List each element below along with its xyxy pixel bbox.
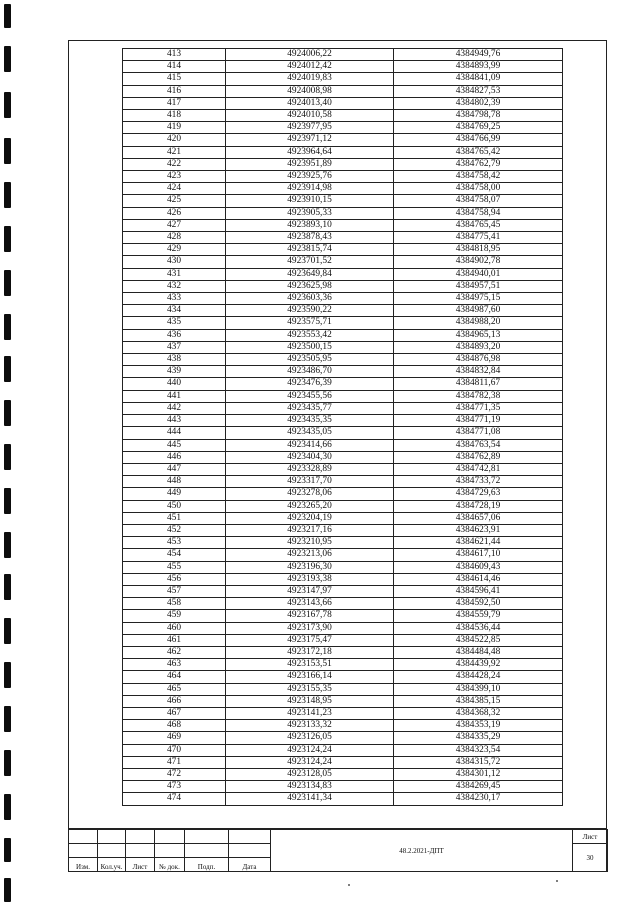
stamp-n-dok-label: № док. [155, 858, 185, 872]
registration-mark [4, 46, 11, 72]
x-coordinate-cell: 4923265,20 [226, 500, 394, 512]
x-coordinate-cell: 4923124,24 [226, 744, 394, 756]
point-number-cell: 451 [123, 512, 226, 524]
point-number-cell: 463 [123, 659, 226, 671]
table-row [123, 329, 563, 341]
point-number-cell: 413 [123, 49, 226, 61]
point-number-cell: 430 [123, 256, 226, 268]
table-row [123, 549, 563, 561]
x-coordinate-cell: 4923155,35 [226, 683, 394, 695]
y-coordinate-cell: 4384818,95 [394, 244, 563, 256]
x-coordinate-cell: 4923193,38 [226, 573, 394, 585]
y-coordinate-cell: 4384335,29 [394, 732, 563, 744]
stamp-cell [69, 830, 98, 844]
point-number-cell: 457 [123, 585, 226, 597]
table-row [123, 49, 563, 61]
point-number-cell: 449 [123, 488, 226, 500]
point-number-cell: 471 [123, 756, 226, 768]
x-coordinate-cell: 4923575,71 [226, 317, 394, 329]
y-coordinate-cell: 4384758,00 [394, 183, 563, 195]
x-coordinate-cell: 4923455,56 [226, 390, 394, 402]
point-number-cell: 442 [123, 402, 226, 414]
table-row [123, 439, 563, 451]
point-number-cell: 424 [123, 183, 226, 195]
point-number-cell: 458 [123, 598, 226, 610]
registration-mark [4, 838, 11, 862]
y-coordinate-cell: 4384536,44 [394, 622, 563, 634]
x-coordinate-cell: 4923971,12 [226, 134, 394, 146]
registration-mark [4, 444, 11, 470]
registration-mark [4, 878, 11, 902]
x-coordinate-cell: 4923328,89 [226, 463, 394, 475]
point-number-cell: 453 [123, 537, 226, 549]
y-coordinate-cell: 4384617,10 [394, 549, 563, 561]
table-row [123, 573, 563, 585]
y-coordinate-cell: 4384657,06 [394, 512, 563, 524]
x-coordinate-cell: 4923196,30 [226, 561, 394, 573]
point-number-cell: 470 [123, 744, 226, 756]
y-coordinate-cell: 4384765,45 [394, 219, 563, 231]
sheet-number: 30 [573, 844, 608, 872]
stamp-cell [126, 830, 155, 844]
point-number-cell: 452 [123, 524, 226, 536]
x-coordinate-cell: 4923148,95 [226, 695, 394, 707]
y-coordinate-cell: 4384368,32 [394, 707, 563, 719]
y-coordinate-cell: 4384758,07 [394, 195, 563, 207]
table-row [123, 537, 563, 549]
stamp-cell [229, 830, 271, 844]
y-coordinate-cell: 4384315,72 [394, 756, 563, 768]
x-coordinate-cell: 4923278,06 [226, 488, 394, 500]
point-number-cell: 417 [123, 97, 226, 109]
y-coordinate-cell: 4384876,98 [394, 354, 563, 366]
table-row [123, 158, 563, 170]
y-coordinate-cell: 4384623,91 [394, 524, 563, 536]
table-row [123, 280, 563, 292]
y-coordinate-cell: 4384766,99 [394, 134, 563, 146]
x-coordinate-cell: 4923128,05 [226, 768, 394, 780]
table-row [123, 268, 563, 280]
point-number-cell: 427 [123, 219, 226, 231]
stamp-kol-uch-label: Кол.уч. [98, 858, 126, 872]
table-row [123, 73, 563, 85]
point-number-cell: 473 [123, 781, 226, 793]
point-number-cell: 468 [123, 720, 226, 732]
point-number-cell: 426 [123, 207, 226, 219]
x-coordinate-cell: 4923175,47 [226, 634, 394, 646]
y-coordinate-cell: 4384484,48 [394, 646, 563, 658]
x-coordinate-cell: 4923964,64 [226, 146, 394, 158]
point-number-cell: 450 [123, 500, 226, 512]
x-coordinate-cell: 4923217,16 [226, 524, 394, 536]
table-row [123, 476, 563, 488]
point-number-cell: 434 [123, 305, 226, 317]
y-coordinate-cell: 4384609,43 [394, 561, 563, 573]
point-number-cell: 418 [123, 110, 226, 122]
y-coordinate-cell: 4384301,12 [394, 768, 563, 780]
x-coordinate-cell: 4923977,95 [226, 122, 394, 134]
x-coordinate-cell: 4923649,84 [226, 268, 394, 280]
registration-mark [4, 400, 11, 426]
y-coordinate-cell: 4384733,72 [394, 476, 563, 488]
table-row [123, 97, 563, 109]
table-row [123, 585, 563, 597]
x-coordinate-cell: 4923204,19 [226, 512, 394, 524]
point-number-cell: 415 [123, 73, 226, 85]
y-coordinate-cell: 4384765,42 [394, 146, 563, 158]
document-code: 48.2.2021-ДПТ [271, 830, 573, 872]
table-row [123, 110, 563, 122]
point-number-cell: 461 [123, 634, 226, 646]
y-coordinate-cell: 4384988,20 [394, 317, 563, 329]
table-row [123, 488, 563, 500]
y-coordinate-cell: 4384975,15 [394, 293, 563, 305]
table-row [123, 683, 563, 695]
table-row [123, 463, 563, 475]
x-coordinate-cell: 4923815,74 [226, 244, 394, 256]
x-coordinate-cell: 4923925,76 [226, 171, 394, 183]
point-number-cell: 447 [123, 463, 226, 475]
registration-mark [4, 226, 11, 252]
point-number-cell: 414 [123, 61, 226, 73]
x-coordinate-cell: 4923317,70 [226, 476, 394, 488]
table-row [123, 207, 563, 219]
x-coordinate-cell: 4923124,24 [226, 756, 394, 768]
table-row [123, 768, 563, 780]
y-coordinate-cell: 4384798,78 [394, 110, 563, 122]
x-coordinate-cell: 4923147,97 [226, 585, 394, 597]
sheet-label: Лист [573, 830, 608, 844]
y-coordinate-cell: 4384987,60 [394, 305, 563, 317]
table-row [123, 256, 563, 268]
point-number-cell: 448 [123, 476, 226, 488]
scan-speck [348, 884, 350, 886]
point-number-cell: 467 [123, 707, 226, 719]
scan-speck [556, 880, 558, 882]
table-row [123, 317, 563, 329]
y-coordinate-cell: 4384758,42 [394, 171, 563, 183]
stamp-cell [185, 844, 229, 858]
x-coordinate-cell: 4923126,05 [226, 732, 394, 744]
x-coordinate-cell: 4923141,34 [226, 793, 394, 805]
y-coordinate-cell: 4384762,79 [394, 158, 563, 170]
table-row [123, 378, 563, 390]
x-coordinate-cell: 4923134,83 [226, 781, 394, 793]
table-row [123, 512, 563, 524]
table-row [123, 366, 563, 378]
point-number-cell: 419 [123, 122, 226, 134]
point-number-cell: 431 [123, 268, 226, 280]
stamp-cell [185, 830, 229, 844]
x-coordinate-cell: 4923141,23 [226, 707, 394, 719]
stamp-izm-label: Изм. [69, 858, 98, 872]
x-coordinate-cell: 4923153,51 [226, 659, 394, 671]
x-coordinate-cell: 4923213,06 [226, 549, 394, 561]
table-row [123, 122, 563, 134]
x-coordinate-cell: 4923625,98 [226, 280, 394, 292]
table-row [123, 134, 563, 146]
y-coordinate-cell: 4384940,01 [394, 268, 563, 280]
stamp-podp-label: Подп. [185, 858, 229, 872]
registration-mark [4, 750, 11, 776]
y-coordinate-cell: 4384353,19 [394, 720, 563, 732]
point-number-cell: 422 [123, 158, 226, 170]
x-coordinate-cell: 4923167,78 [226, 610, 394, 622]
title-block [68, 828, 607, 872]
table-row [123, 695, 563, 707]
x-coordinate-cell: 4923210,95 [226, 537, 394, 549]
point-number-cell: 460 [123, 622, 226, 634]
table-row [123, 744, 563, 756]
table-row [123, 598, 563, 610]
x-coordinate-cell: 4923435,05 [226, 427, 394, 439]
point-number-cell: 469 [123, 732, 226, 744]
table-row [123, 781, 563, 793]
y-coordinate-cell: 4384771,35 [394, 402, 563, 414]
x-coordinate-cell: 4923951,89 [226, 158, 394, 170]
coordinates-table [122, 48, 563, 806]
x-coordinate-cell: 4923590,22 [226, 305, 394, 317]
registration-mark [4, 182, 11, 208]
x-coordinate-cell: 4924013,40 [226, 97, 394, 109]
point-number-cell: 423 [123, 171, 226, 183]
registration-mark [4, 794, 11, 820]
x-coordinate-cell: 4923893,10 [226, 219, 394, 231]
table-row [123, 354, 563, 366]
point-number-cell: 433 [123, 293, 226, 305]
point-number-cell: 466 [123, 695, 226, 707]
coordinates-table-body [123, 49, 563, 806]
x-coordinate-cell: 4924010,58 [226, 110, 394, 122]
y-coordinate-cell: 4384230,17 [394, 793, 563, 805]
point-number-cell: 437 [123, 341, 226, 353]
x-coordinate-cell: 4923172,18 [226, 646, 394, 658]
x-coordinate-cell: 4923173,90 [226, 622, 394, 634]
y-coordinate-cell: 4384965,13 [394, 329, 563, 341]
y-coordinate-cell: 4384827,53 [394, 85, 563, 97]
point-number-cell: 472 [123, 768, 226, 780]
stamp-cell [155, 844, 185, 858]
table-row [123, 524, 563, 536]
x-coordinate-cell: 4923505,95 [226, 354, 394, 366]
table-row [123, 756, 563, 768]
y-coordinate-cell: 4384949,76 [394, 49, 563, 61]
y-coordinate-cell: 4384758,94 [394, 207, 563, 219]
table-row [123, 61, 563, 73]
table-row [123, 707, 563, 719]
y-coordinate-cell: 4384893,99 [394, 61, 563, 73]
x-coordinate-cell: 4923905,33 [226, 207, 394, 219]
x-coordinate-cell: 4923404,30 [226, 451, 394, 463]
table-row [123, 293, 563, 305]
table-row [123, 646, 563, 658]
y-coordinate-cell: 4384522,85 [394, 634, 563, 646]
point-number-cell: 443 [123, 415, 226, 427]
registration-mark [4, 138, 11, 164]
x-coordinate-cell: 4923486,70 [226, 366, 394, 378]
stamp-cell [98, 830, 126, 844]
y-coordinate-cell: 4384729,63 [394, 488, 563, 500]
x-coordinate-cell: 4924008,98 [226, 85, 394, 97]
point-number-cell: 428 [123, 232, 226, 244]
table-row [123, 634, 563, 646]
y-coordinate-cell: 4384621,44 [394, 537, 563, 549]
registration-mark [4, 618, 11, 644]
table-row [123, 415, 563, 427]
table-row [123, 671, 563, 683]
point-number-cell: 416 [123, 85, 226, 97]
table-row [123, 85, 563, 97]
x-coordinate-cell: 4923914,98 [226, 183, 394, 195]
y-coordinate-cell: 4384811,67 [394, 378, 563, 390]
y-coordinate-cell: 4384775,41 [394, 232, 563, 244]
x-coordinate-cell: 4923701,52 [226, 256, 394, 268]
stamp-list-label: Лист [126, 858, 155, 872]
point-number-cell: 454 [123, 549, 226, 561]
y-coordinate-cell: 4384802,39 [394, 97, 563, 109]
x-coordinate-cell: 4924012,42 [226, 61, 394, 73]
x-coordinate-cell: 4923603,36 [226, 293, 394, 305]
point-number-cell: 445 [123, 439, 226, 451]
y-coordinate-cell: 4384771,08 [394, 427, 563, 439]
y-coordinate-cell: 4384763,54 [394, 439, 563, 451]
x-coordinate-cell: 4924019,83 [226, 73, 394, 85]
table-row [123, 232, 563, 244]
point-number-cell: 429 [123, 244, 226, 256]
table-row [123, 305, 563, 317]
registration-mark [4, 270, 11, 296]
y-coordinate-cell: 4384559,79 [394, 610, 563, 622]
y-coordinate-cell: 4384399,10 [394, 683, 563, 695]
registration-mark [4, 314, 11, 340]
registration-mark [4, 532, 11, 558]
y-coordinate-cell: 4384769,25 [394, 122, 563, 134]
stamp-data-label: Дата [229, 858, 271, 872]
registration-mark [4, 4, 11, 28]
y-coordinate-cell: 4384902,78 [394, 256, 563, 268]
x-coordinate-cell: 4923553,42 [226, 329, 394, 341]
point-number-cell: 420 [123, 134, 226, 146]
point-number-cell: 432 [123, 280, 226, 292]
registration-mark [4, 574, 11, 600]
stamp-cell [155, 830, 185, 844]
y-coordinate-cell: 4384596,41 [394, 585, 563, 597]
registration-mark [4, 92, 11, 118]
table-row [123, 732, 563, 744]
x-coordinate-cell: 4923878,43 [226, 232, 394, 244]
table-row [123, 195, 563, 207]
point-number-cell: 425 [123, 195, 226, 207]
y-coordinate-cell: 4384728,19 [394, 500, 563, 512]
point-number-cell: 435 [123, 317, 226, 329]
y-coordinate-cell: 4384841,09 [394, 73, 563, 85]
x-coordinate-cell: 4923500,15 [226, 341, 394, 353]
x-coordinate-cell: 4923435,77 [226, 402, 394, 414]
x-coordinate-cell: 4923133,32 [226, 720, 394, 732]
y-coordinate-cell: 4384439,92 [394, 659, 563, 671]
x-coordinate-cell: 4923910,15 [226, 195, 394, 207]
x-coordinate-cell: 4924006,22 [226, 49, 394, 61]
table-row [123, 390, 563, 402]
x-coordinate-cell: 4923143,66 [226, 598, 394, 610]
table-row [123, 146, 563, 158]
table-row [123, 402, 563, 414]
x-coordinate-cell: 4923414,66 [226, 439, 394, 451]
y-coordinate-cell: 4384323,54 [394, 744, 563, 756]
y-coordinate-cell: 4384782,38 [394, 390, 563, 402]
stamp-cell [126, 844, 155, 858]
table-row [123, 610, 563, 622]
y-coordinate-cell: 4384771,19 [394, 415, 563, 427]
registration-mark [4, 488, 11, 514]
y-coordinate-cell: 4384762,89 [394, 451, 563, 463]
y-coordinate-cell: 4384592,50 [394, 598, 563, 610]
point-number-cell: 421 [123, 146, 226, 158]
table-row [123, 244, 563, 256]
x-coordinate-cell: 4923435,35 [226, 415, 394, 427]
point-number-cell: 459 [123, 610, 226, 622]
y-coordinate-cell: 4384614,46 [394, 573, 563, 585]
point-number-cell: 436 [123, 329, 226, 341]
table-row [123, 793, 563, 805]
stamp-cell [98, 844, 126, 858]
point-number-cell: 438 [123, 354, 226, 366]
table-row [123, 659, 563, 671]
point-number-cell: 456 [123, 573, 226, 585]
table-row [123, 427, 563, 439]
point-number-cell: 440 [123, 378, 226, 390]
table-row [123, 171, 563, 183]
y-coordinate-cell: 4384957,51 [394, 280, 563, 292]
y-coordinate-cell: 4384385,15 [394, 695, 563, 707]
y-coordinate-cell: 4384428,24 [394, 671, 563, 683]
y-coordinate-cell: 4384742,81 [394, 463, 563, 475]
point-number-cell: 455 [123, 561, 226, 573]
table-row [123, 500, 563, 512]
stamp-cell [229, 844, 271, 858]
point-number-cell: 464 [123, 671, 226, 683]
point-number-cell: 465 [123, 683, 226, 695]
point-number-cell: 439 [123, 366, 226, 378]
table-row [123, 341, 563, 353]
registration-mark [4, 356, 11, 382]
y-coordinate-cell: 4384269,45 [394, 781, 563, 793]
x-coordinate-cell: 4923476,39 [226, 378, 394, 390]
point-number-cell: 446 [123, 451, 226, 463]
registration-mark [4, 662, 11, 688]
table-row [123, 451, 563, 463]
point-number-cell: 462 [123, 646, 226, 658]
y-coordinate-cell: 4384832,84 [394, 366, 563, 378]
point-number-cell: 444 [123, 427, 226, 439]
x-coordinate-cell: 4923166,14 [226, 671, 394, 683]
table-row [123, 219, 563, 231]
table-row [123, 622, 563, 634]
registration-mark [4, 706, 11, 732]
y-coordinate-cell: 4384893,20 [394, 341, 563, 353]
table-row [123, 720, 563, 732]
table-row [123, 561, 563, 573]
table-row [123, 183, 563, 195]
point-number-cell: 474 [123, 793, 226, 805]
point-number-cell: 441 [123, 390, 226, 402]
stamp-cell [69, 844, 98, 858]
